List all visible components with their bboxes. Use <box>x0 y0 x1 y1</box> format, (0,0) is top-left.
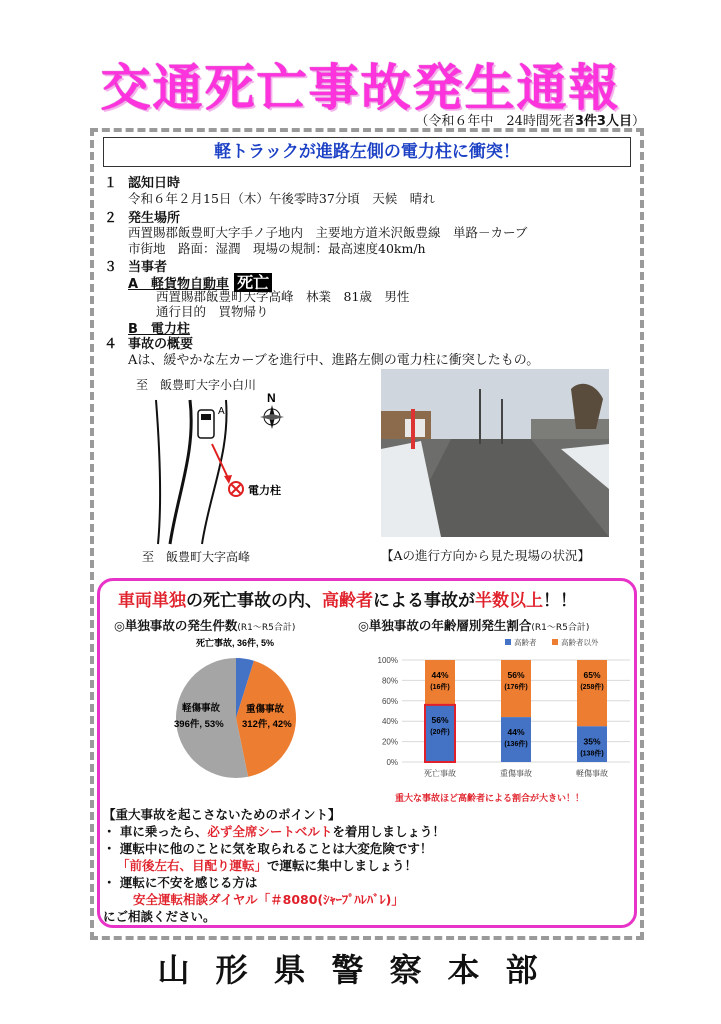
pie-title-note: (R1～R5合計) <box>237 623 296 633</box>
section-2-number: ２ <box>104 211 118 226</box>
statistics-banner <box>118 586 577 611</box>
diagram-top-destination: 至 飯豊町大字小白川 <box>136 378 257 392</box>
stat-prefix: （令和６年中 24時間死者 <box>415 114 575 129</box>
banner-part-4: による事故が <box>373 591 475 611</box>
stat-count: 3件3人目 <box>574 114 632 129</box>
road-center-line <box>170 400 191 544</box>
travel-arrow <box>212 444 229 480</box>
y-tick-label: 20% <box>381 737 398 747</box>
safety-points <box>103 806 445 925</box>
bar-chart-note: 重大な事故ほど高齢者による割合が大きい！！ <box>395 794 585 804</box>
north-label: N <box>267 392 276 405</box>
bar-other-0 <box>425 660 455 705</box>
headline: 軽トラックが進路左側の電力柱に衝突！ <box>103 137 631 167</box>
page-title: 交通死亡事故発生通報 <box>100 59 621 117</box>
bar-label-other: 65% <box>583 670 601 680</box>
bar-label-elderly: 44% <box>507 727 525 738</box>
bar-title-text: ◎単独事故の年齢層別発生割合 <box>358 618 532 633</box>
pie-label-minor: 軽傷事故 <box>182 703 221 714</box>
y-tick-label: 100% <box>377 656 398 665</box>
point-3a: 「前後左右、目配り運転」 <box>117 858 268 873</box>
pie-label-serious: 重傷事故 <box>246 704 285 715</box>
bar-count-elderly: (20件) <box>430 728 450 736</box>
y-tick-label: 60% <box>381 696 398 706</box>
party-a-label: A 軽貨物自動車 <box>128 277 230 292</box>
accident-diagram <box>130 392 370 552</box>
scene-photo <box>381 369 609 537</box>
scene-photo-drawing <box>381 369 609 537</box>
stat-suffix: ） <box>631 114 645 129</box>
footer-police-hq: 山形県警察本部 <box>157 951 564 989</box>
bar-count-other: (16件) <box>430 684 450 691</box>
point-1b: 必ず全席シートベルト <box>207 824 333 839</box>
bar-chart <box>360 636 635 781</box>
bar-count-elderly: (138件) <box>580 750 604 758</box>
points-heading: 【重大事故を起こさないためのポイント】 <box>103 807 341 822</box>
point-5: 安全運転相談ダイヤル「＃8080(ｼｬｰﾌﾟﾊﾚﾊﾞﾚ)」 <box>133 892 404 907</box>
arrow-head <box>224 475 232 484</box>
section-3-number: ３ <box>104 260 118 275</box>
point-1c: を着用しましょう！ <box>332 824 445 839</box>
section-4-heading: 事故の概要 <box>128 337 194 352</box>
point-4: ・ 運転に不安を感じる方は <box>103 875 258 890</box>
section-1-text: 令和６年２月15日（木）午後零時37分頃 天候 晴れ <box>128 191 435 206</box>
pie-value-serious: 312件, 42% <box>242 719 292 730</box>
fatal-badge: 死亡 <box>234 273 272 292</box>
y-tick-label: 0% <box>386 758 398 767</box>
pie-label-fatal: 死亡事故, 36件, 5% <box>196 638 275 648</box>
bar-chart-title <box>358 616 589 634</box>
section-2-line-1: 西置賜郡飯豊町大字手ノ子地内 主要地方道米沢飯豊線 単路－カーブ <box>128 225 528 240</box>
point-1a: ・ 車に乗ったら、 <box>103 824 208 839</box>
point-1 <box>103 823 445 840</box>
pie-title-text: ◎単独事故の発生件数 <box>114 618 238 633</box>
section-2-line-2: 市街地 路面：湿潤 現場の規制：最高速度40km/h <box>128 241 426 256</box>
party-b-label: B 電力柱 <box>128 322 190 337</box>
banner-part-5: 半数以上 <box>475 591 543 611</box>
y-tick-label: 40% <box>381 717 398 727</box>
pole-label: 電力柱 <box>248 485 281 497</box>
bar-label-elderly: 56% <box>431 714 449 725</box>
car-windshield <box>201 414 211 420</box>
section-4-text: Aは、緩やかな左カーブを進行中、進路左側の電力柱に衝突したもの。 <box>128 353 540 368</box>
banner-part-6: ！！ <box>543 591 577 611</box>
x-category-label: 重傷事故 <box>500 769 532 778</box>
pie-value-minor: 396件, 53% <box>174 719 224 730</box>
banner-part-2: の死亡事故の内、 <box>186 591 322 611</box>
legend-swatch-elderly <box>505 639 511 645</box>
point-6: にご相談ください。 <box>103 909 216 924</box>
point-2: ・ 運転中に他のことに気を取られることは大変危険です！ <box>103 841 433 856</box>
x-category-label: 死亡事故 <box>424 769 456 778</box>
bar-count-other: (176件) <box>504 684 528 691</box>
x-category-label: 軽傷事故 <box>576 769 608 778</box>
bar-label-other: 44% <box>431 670 449 680</box>
section-2-heading: 発生場所 <box>128 211 181 226</box>
bar-label-elderly: 35% <box>583 736 601 747</box>
compass-icon <box>260 405 284 429</box>
legend-elderly: 高齢者 <box>514 638 537 647</box>
section-1-number: １ <box>104 176 118 191</box>
banner-part-1: 車両単独 <box>118 591 186 611</box>
section-3-heading: 当事者 <box>128 260 168 275</box>
pie-chart <box>166 632 306 780</box>
bar-elderly-1 <box>501 717 531 762</box>
fatality-count-line <box>415 110 645 129</box>
section-4-number: ４ <box>104 337 118 352</box>
legend-swatch-other <box>552 639 558 645</box>
car-a-label: A <box>218 406 225 417</box>
party-a-detail-2: 通行目的 買物帰り <box>156 304 269 319</box>
point-3 <box>103 857 445 874</box>
party-a-detail-1: 西置賜郡飯豊町大字高峰 林業 81歳 男性 <box>156 289 410 304</box>
banner-part-3: 高齢者 <box>322 591 373 611</box>
point-3b: で運転に集中しましょう！ <box>267 858 418 873</box>
road-left-edge <box>156 400 160 544</box>
bar-label-other: 56% <box>507 670 525 680</box>
section-1-heading: 認知日時 <box>128 176 181 191</box>
y-tick-label: 80% <box>381 676 398 686</box>
diagram-bottom-destination: 至 飯豊町大字高峰 <box>142 550 251 564</box>
photo-caption: 【Aの進行方向から見た現場の状況】 <box>381 548 591 563</box>
bar-count-elderly: (136件) <box>504 741 528 749</box>
bar-title-note: (R1～R5合計) <box>531 623 590 633</box>
legend-other: 高齢者以外 <box>561 638 599 647</box>
bar-count-other: (258件) <box>580 684 604 691</box>
